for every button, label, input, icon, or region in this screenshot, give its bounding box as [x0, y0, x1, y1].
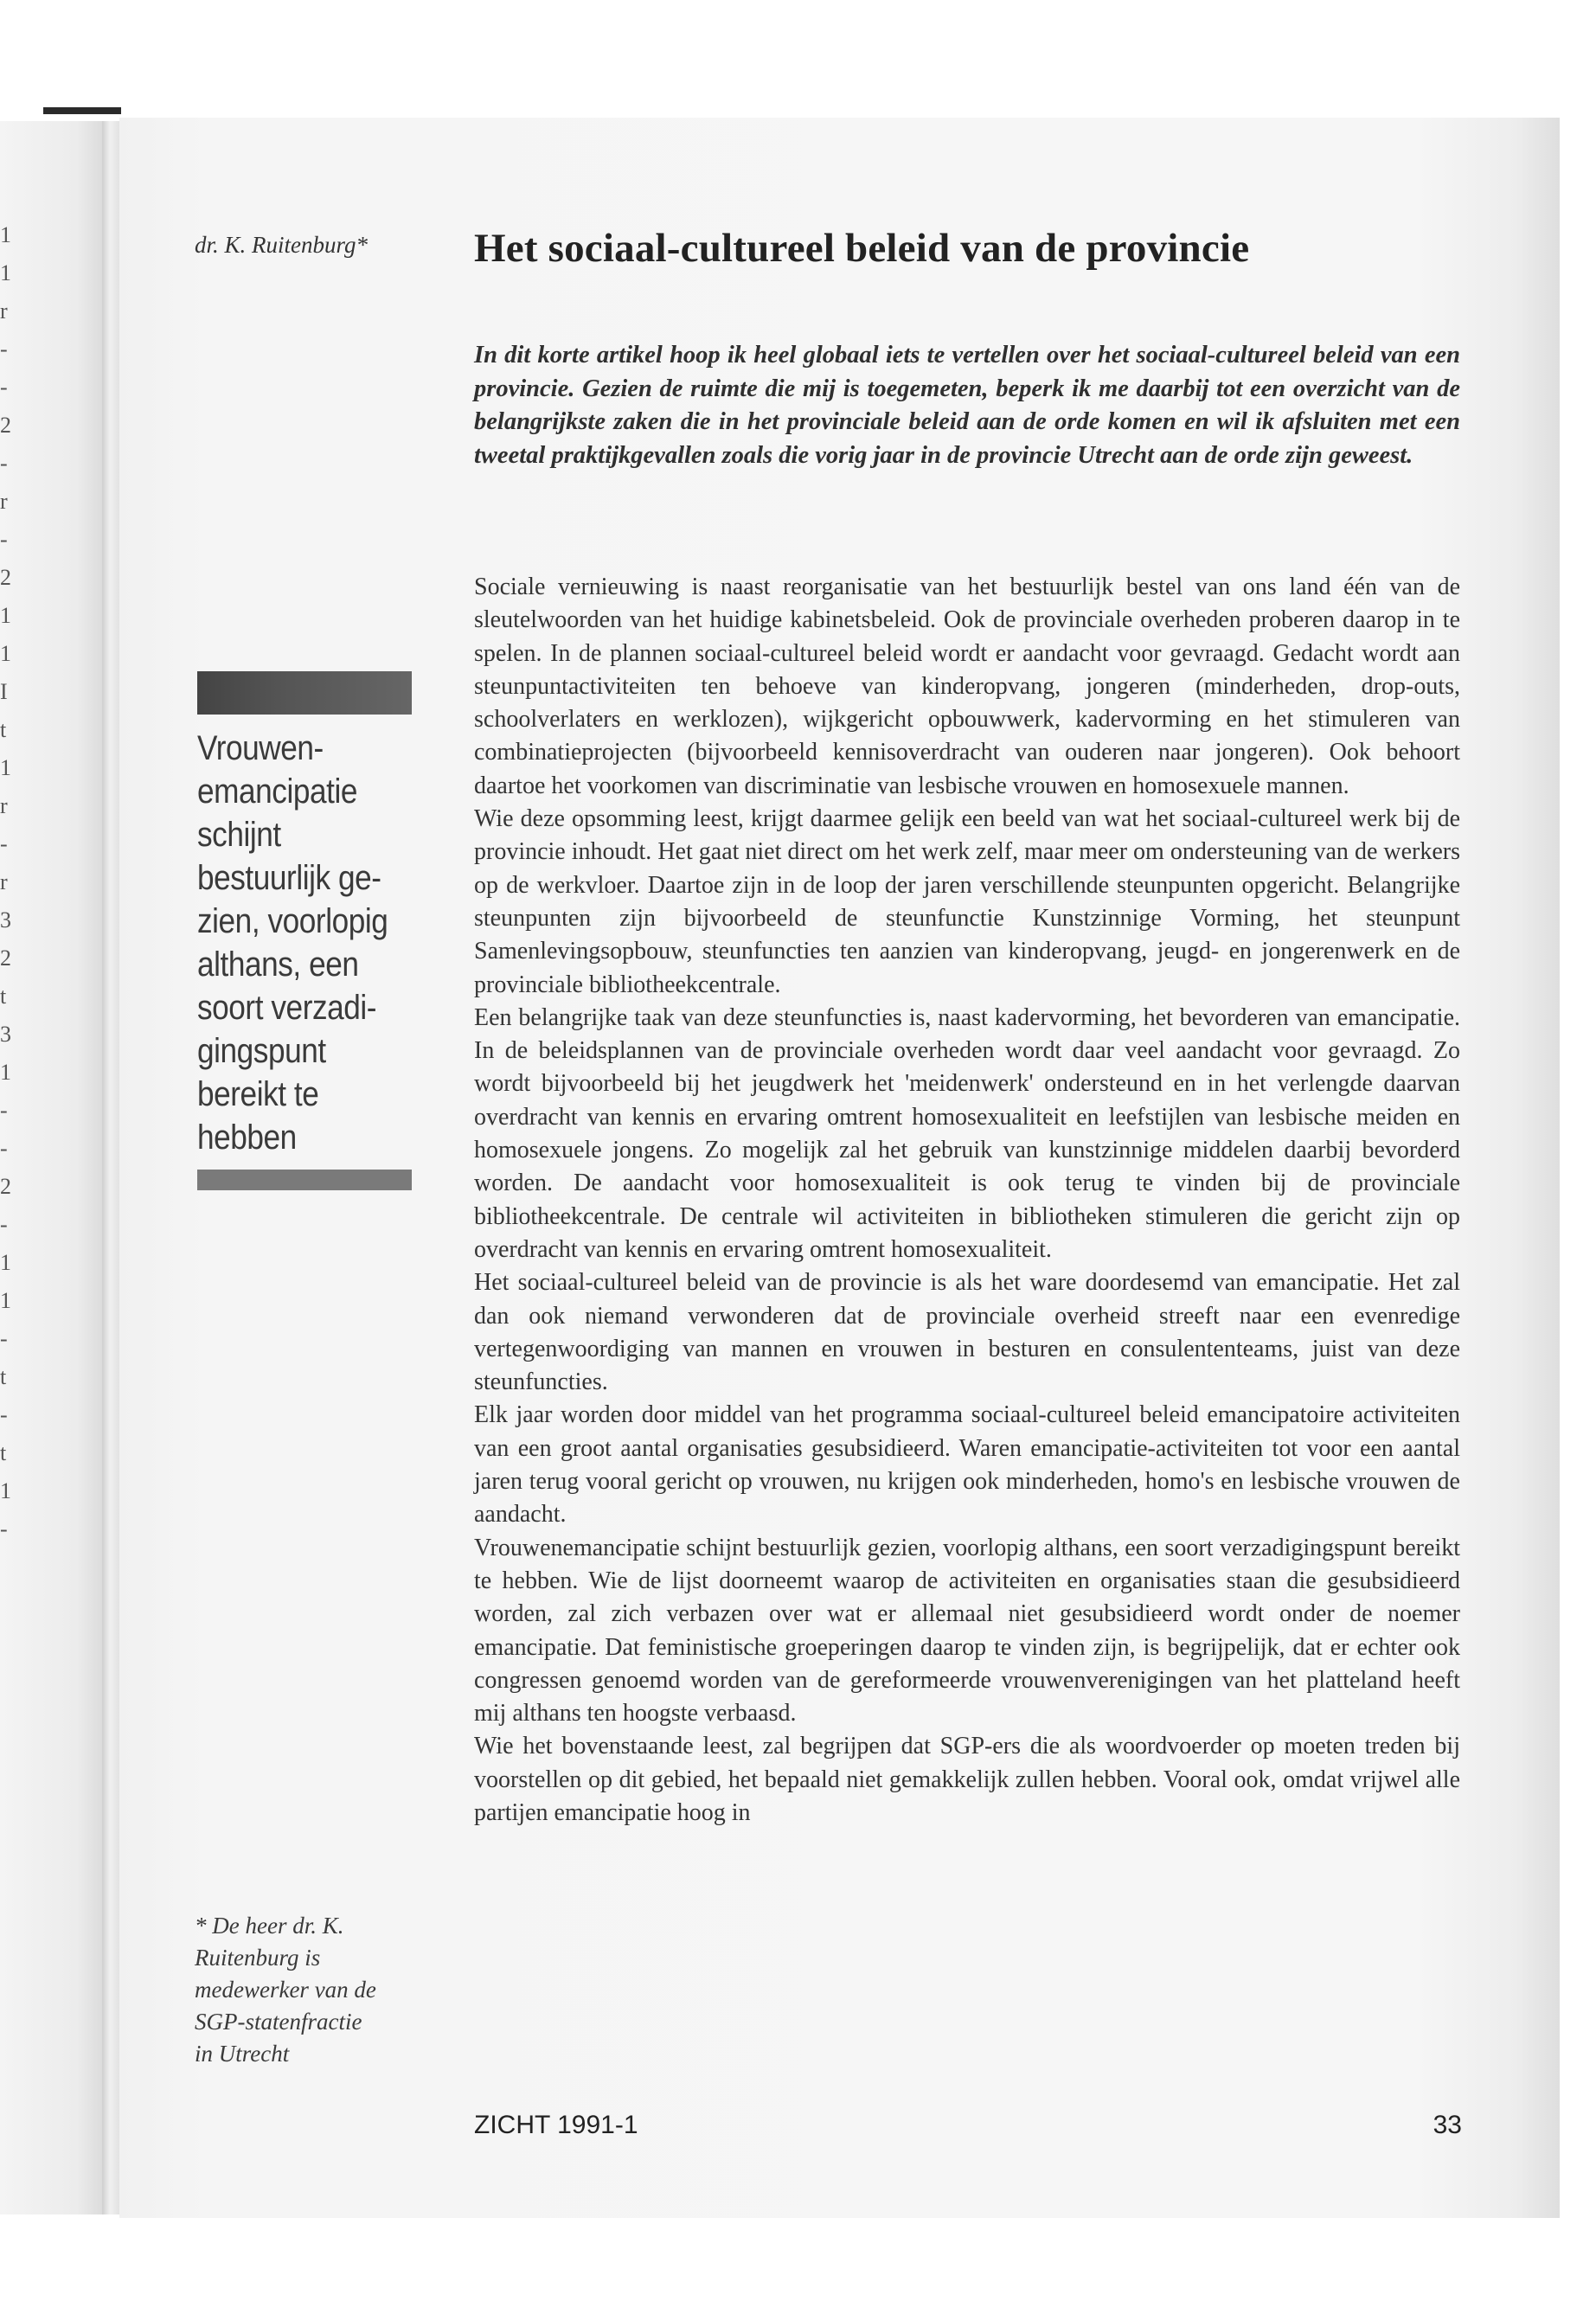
edge-text-fragment: 1 [0, 222, 11, 247]
body-paragraph: Wie deze opsomming leest, krijgt daarmee gelijk een beeld van wat het sociaal-cultureel werk bij de provincie inhoudt. Het gaat niet direct om het werk zelf, maar meer om ondersteuning van de werkers op de werkvloer. Daartoe zijn in de loop der jaren verschillende steunpunten opgericht. Belangrijke steunpunten zijn bijvoorbeeld de steunfunctie Kunstzinnige Vorming, het steunpunt Samenlevingsopbouw, steunfuncties ten aanzien van kinderopvang, jeugd- en jongerenwerk en de provinciale bibliotheekcentrale. [474, 805, 1460, 998]
binding-mark [43, 107, 121, 114]
edge-text-fragment: - [0, 451, 8, 476]
edge-text-fragment: r [0, 869, 8, 894]
edge-text-fragment: 1 [0, 1478, 11, 1503]
edge-text-fragment: 2 [0, 565, 11, 590]
edge-text-fragment: t [0, 1364, 7, 1389]
edge-text-fragment: 1 [0, 755, 11, 780]
edge-text-fragment: 1 [0, 641, 11, 666]
edge-text-fragment: - [0, 1136, 8, 1161]
edge-text-fragment: 1 [0, 260, 11, 285]
edge-text-fragment: - [0, 1326, 8, 1351]
edge-text-fragment: 3 [0, 1022, 11, 1047]
edge-text-fragment: - [0, 1516, 8, 1541]
article-intro: In dit korte artikel hoop ik heel globaal iets te vertellen over het sociaal-cultureel beleid van een provincie. Gezien de ruimte die mij is toegemeten, beperk ik me daarbij tot een overzicht van de belangrijkste zaken die in het provinciale beleid aan de orde komen en wil ik afsluiten met een tweetal praktijkgevallen zoals die vorig jaar in de provincie Utrecht aan de orde zijn geweest. [474, 342, 1460, 469]
pull-quote-top-bar [197, 671, 412, 715]
edge-text-fragment: r [0, 489, 8, 514]
edge-text-fragment: 2 [0, 1174, 11, 1199]
body-paragraph: Wie het bovenstaande leest, zal begrijpen dat SGP-ers die als woordvoerder op moeten treden bij voorstellen op dit gebied, het bepaald niet gemakkelijk zullen hebben. Vooral ook, omdat vrijwel alle partijen emancipatie hoog in [474, 1733, 1460, 1826]
journal-issue: ZICHT 1991-1 [474, 2111, 638, 2139]
edge-text-fragment: - [0, 527, 8, 552]
page-gutter [102, 121, 119, 2214]
body-paragraph: Het sociaal-cultureel beleid van de provincie is als het ware doordesemd van emancipatie. Het zal dan ook niemand verwonderen dat de provinciale overheid streeft naar een evenredige vertegenwoordiging van mannen en vrouwen in besturen en consulententeams, juist van deze steunfuncties. [474, 1269, 1460, 1396]
edge-text-fragment: 1 [0, 1060, 11, 1085]
body-paragraph: Elk jaar worden door middel van het programma sociaal-cultureel beleid emancipatoire activiteiten van een groot aantal organisaties gesubsidieerd. Waren emancipatie-activiteiten tot voor een aantal jaren terug vooral gericht op vrouwen, nu krijgen ook minderheden, homo's en lesbische vrouwen de aandacht. [474, 1401, 1460, 1529]
body-paragraph: Sociale vernieuwing is naast reorganisatie van het bestuurlijk bestel van ons land één van de sleutelwoorden van het huidige kabinetsbeleid. Ook de provinciale overheden proberen daarop in te spelen. In de plannen sociaal-cultureel beleid wordt er aandacht voor gevraagd. Gedacht wordt aan steunpuntactiviteiten ten behoeve van kinderopvang, jongeren (minderheden, drop-outs, schoolverlaters en werklozen), wijkgericht opbouwwerk, kadervorming en het stimuleren van combinatieprojecten (bijvoorbeeld kennisoverdracht van ouderen naar jongeren). Ook behoort daartoe het voorkomen van discriminatie van lesbische vrouwen en homosexuele mannen. [474, 574, 1460, 799]
edge-text-fragment: - [0, 375, 8, 400]
edge-text-fragment: I [0, 679, 8, 704]
edge-text-fragment: - [0, 831, 8, 856]
edge-text-fragment: 2 [0, 413, 11, 438]
body-paragraph: Een belangrijke taak van deze steunfuncties is, naast kadervorming, het bevorderen van emancipatie. In de beleidsplannen van de provinciale overheden wordt daar veel aandacht voor gevraagd. Zo wordt bijvoorbeeld bij het jeugdwerk het 'meidenwerk' ondersteund en in het verlengde daarvan overdracht van kennis en ervaring omtrent homosexualiteit en leefstijlen van lesbische meiden en homosexuele jongens. Zo mogelijk zal het gebruik van kunstzinnige middelen daarbij bevorderd worden. De aandacht voor homosexualiteit is ook terug te vinden bij de provinciale bibliotheekcentrale. De centrale wil activiteiten in bibliotheken stimuleren die gericht zijn op overdracht van kennis en ervaring omtrent homosexualiteit. [474, 1003, 1460, 1263]
article-title: Het sociaal-cultureel beleid van de provincie [474, 226, 1250, 271]
edge-text-fragment: 1 [0, 1288, 11, 1313]
edge-text-fragment: t [0, 984, 7, 1009]
edge-text-fragment: r [0, 298, 8, 324]
author-name: dr. K. Ruitenburg* [195, 232, 369, 258]
edge-text-fragment: 2 [0, 945, 11, 971]
body-paragraph: Vrouwenemancipatie schijnt bestuurlijk gezien, voorlopig althans, een soort verzadigingspunt bereikt te hebben. Wie de lijst doorneemt waarop de activiteiten en organisaties staan die gesubsidieerd worden, zal zich verbazen over wat er allemaal niet gesubsidieerd wordt onder de noemer emancipatie. Dat feministische groeperingen daarop te vinden zijn, is begrijpelijk, dat er echter ook congressen genoemd worden van de gereformeerde vrouwenverenigingen van het platteland heeft mij althans ten hoogste verbaasd. [474, 1534, 1460, 1727]
edge-text-fragment: r [0, 793, 8, 818]
previous-page-text-fragments [0, 216, 21, 1548]
edge-text-fragment: 1 [0, 1250, 11, 1275]
pull-quote: Vrouwen- emancipatie schijnt bestuurlijk ge- zien, voorlopig althans, een soort verzadi- gingspunt bereikt te hebben [197, 729, 388, 1157]
author-footnote: * De heer dr. K. Ruitenburg is medewerker van de SGP-statenfractie in Utrecht [195, 1913, 376, 2067]
pull-quote-bottom-bar [197, 1170, 412, 1190]
edge-text-fragment: - [0, 336, 8, 362]
article-body [474, 571, 1460, 1830]
edge-text-fragment: t [0, 1440, 7, 1465]
edge-text-fragment: - [0, 1402, 8, 1427]
edge-text-fragment: - [0, 1212, 8, 1237]
edge-text-fragment: - [0, 1098, 8, 1123]
edge-text-fragment: 1 [0, 603, 11, 628]
page-number: 33 [1433, 2111, 1462, 2139]
edge-text-fragment: 3 [0, 907, 11, 933]
edge-text-fragment: t [0, 717, 7, 742]
